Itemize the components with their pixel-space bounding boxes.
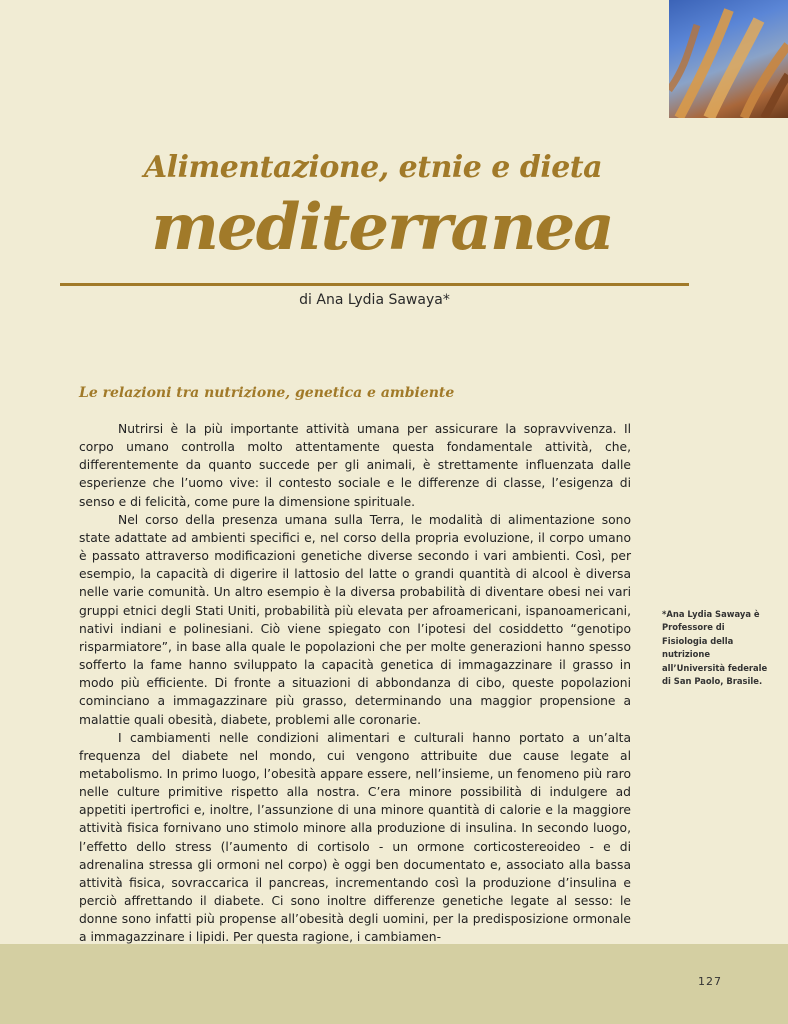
author-note: *Ana Lydia Sawaya è Professore di Fisiologia della nutrizione all’Università federale di San Paolo, Brasile. [662, 609, 768, 687]
article-body [79, 420, 631, 947]
paragraph: Nutrirsi è la più importante attività umana per assicurare la sopravvivenza. Il corpo umano controlla molto attentamente questa fondamentale attività, che, differentemente da quanto succede per gli animali, è strettamente influenzata dalle esperienze che l’uomo vive: il contesto sociale e le differenze di classe, l’esigenza di senso e di felicità, come pure la dimensione spirituale. [79, 422, 631, 509]
wheat-photo [669, 0, 788, 118]
title-line-2: mediterranea [151, 190, 613, 265]
paragraph: Nel corso della presenza umana sulla Terra, le modalità di alimentazione sono state adattate ad ambienti specifici e, nel corso della propria evoluzione, il corpo umano è passato attraverso modificazioni genetiche diverse secondo i vari ambienti. Così, per esempio, la capacità di digerire il lattosio del latte o grandi quantità di alcool è diversa nelle varie comunità. Un altro esempio è la diversa probabilità di diventare obesi nei vari gruppi etnici degli Stati Uniti, probabilità più elevata per afroamericani, ispanoamericani, nativi indiani e polinesiani. Ciò viene spiegato con l’ipotesi del cosiddetto “genotipo risparmiatore”, in base alla quale le popolazioni che per molte generazioni hanno spesso sofferto la fame hanno sviluppato la capacità genetica di immagazzinare il grasso in modo più efficiente. Di fronte a situazioni di abbondanza di cibo, queste popolazioni cominciano a immagazzinare più grasso, determinando una maggior propensione a malattie quali obesità, diabete, problemi alle coronarie. [79, 512, 631, 727]
title-divider [60, 283, 689, 286]
page-number: 127 [698, 975, 722, 988]
paragraph: I cambiamenti nelle condizioni alimentari e culturali hanno portato a un’alta frequenza del diabete nel mondo, cui vengono attribuite due cause legate al metabolismo. In primo luogo, l’obesità appare essere, nell’insieme, un fenomeno più raro nelle culture primitive rispetto alla nostra. C’era minore possibilità di indulgere ad appetiti ipertrofici e, inoltre, l’assunzione di una minore quantità di calorie e la maggiore attività fisica fornivano uno stimolo minore alla produzione di insulina. In secondo luogo, l’effetto dello stress (l’aumento di cortisolo - un ormone corticostereoideo - e di adrenalina stressa gli ormoni nel corpo) è oggi ben documentato e, associato alla bassa attività fisica, sovraccarica il pancreas, incrementando così la produzione d’insulina e perciò affrettando il diabete. Ci sono inoltre differenze genetiche legate al sesso: le donne sono infatti più propense all’obesità degli uomini, per la predisposizione ormonale a immagazzinare i lipidi. Per questa ragione, i cambiamen- [79, 730, 631, 945]
section-heading: Le relazioni tra nutrizione, genetica e ambiente [79, 385, 455, 401]
title-line-1: Alimentazione, etnie e dieta [143, 150, 603, 185]
byline: di Ana Lydia Sawaya* [299, 292, 450, 308]
footer-band [0, 944, 788, 1024]
